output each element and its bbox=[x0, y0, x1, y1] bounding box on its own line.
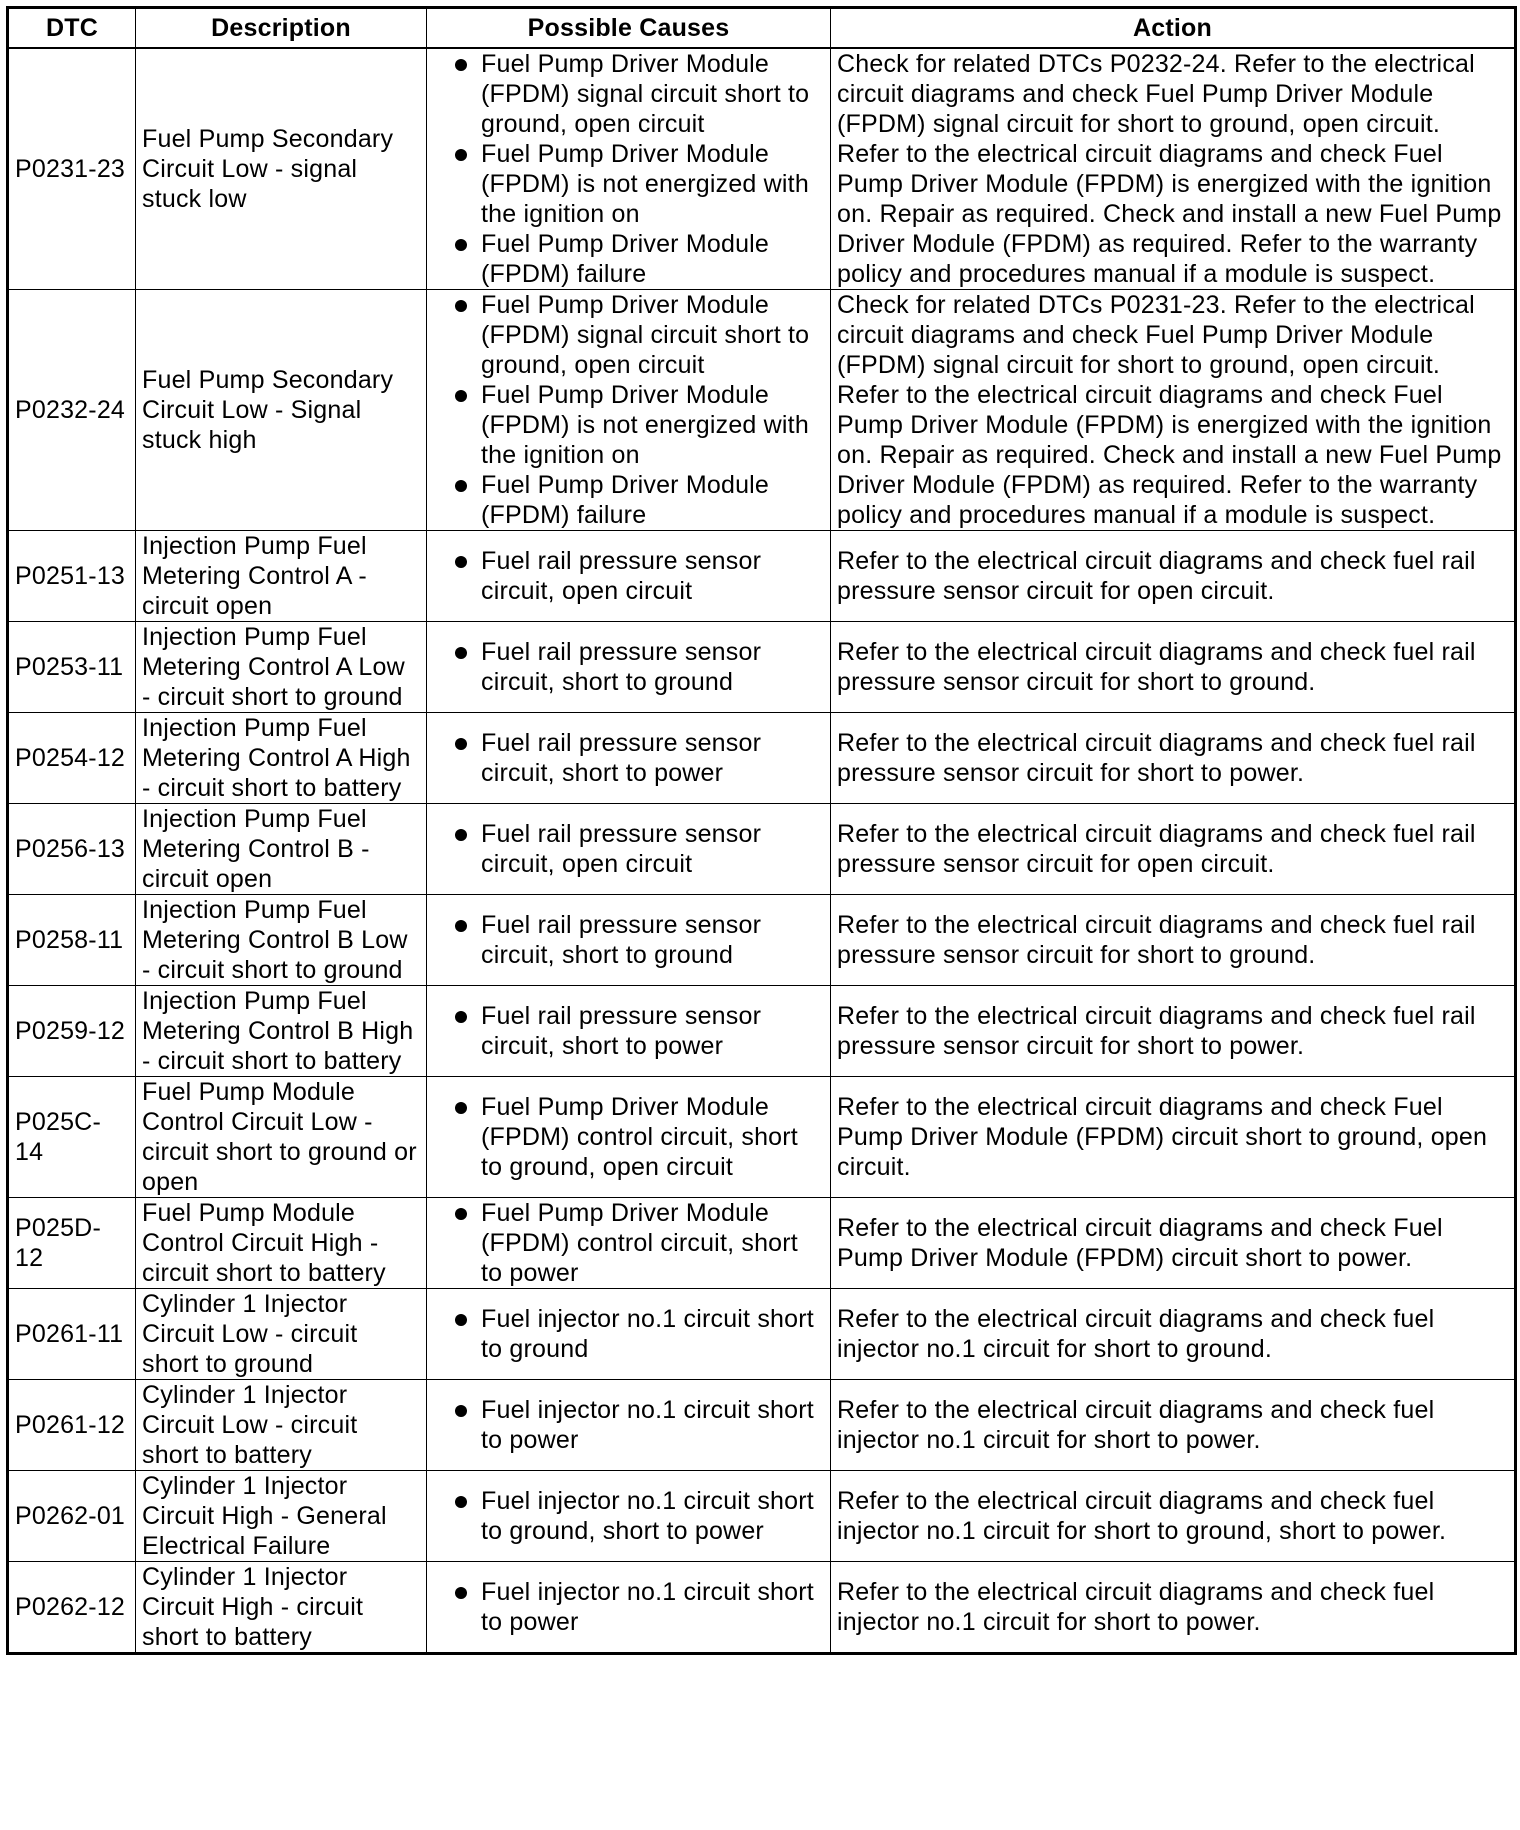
possible-causes-cell bbox=[427, 1562, 831, 1654]
possible-causes-cell bbox=[427, 986, 831, 1077]
dtc-code: P0232-24 bbox=[8, 290, 136, 531]
possible-causes-list bbox=[433, 1486, 824, 1546]
cause-item bbox=[433, 637, 824, 697]
possible-causes-cell bbox=[427, 48, 831, 290]
bullet-icon bbox=[455, 1011, 467, 1023]
header-description: Description bbox=[136, 8, 427, 49]
dtc-description: Cylinder 1 Injector Circuit High - General Electrical Failure bbox=[136, 1471, 427, 1562]
cause-item bbox=[433, 470, 824, 530]
bullet-icon bbox=[455, 390, 467, 402]
cause-text: Fuel rail pressure sensor circuit, short to power bbox=[481, 1002, 762, 1060]
bullet-icon bbox=[455, 647, 467, 659]
table-row bbox=[8, 1198, 1516, 1289]
table-row bbox=[8, 1077, 1516, 1198]
table-row bbox=[8, 986, 1516, 1077]
cause-item bbox=[433, 380, 824, 470]
cause-item bbox=[433, 1001, 824, 1061]
dtc-description: Injection Pump Fuel Metering Control A - circuit open bbox=[136, 531, 427, 622]
action-text: Refer to the electrical circuit diagrams and check Fuel Pump Driver Module (FPDM) circuit short to power. bbox=[831, 1198, 1516, 1289]
header-dtc: DTC bbox=[8, 8, 136, 49]
table-row bbox=[8, 804, 1516, 895]
possible-causes-cell bbox=[427, 1077, 831, 1198]
possible-causes-cell bbox=[427, 1198, 831, 1289]
table-row bbox=[8, 531, 1516, 622]
possible-causes-list bbox=[433, 910, 824, 970]
possible-causes-list bbox=[433, 1001, 824, 1061]
cause-item bbox=[433, 728, 824, 788]
dtc-description: Injection Pump Fuel Metering Control B High - circuit short to battery bbox=[136, 986, 427, 1077]
dtc-code: P0254-12 bbox=[8, 713, 136, 804]
action-text: Check for related DTCs P0232-24. Refer to the electrical circuit diagrams and check Fuel Pump Driver Module (FPDM) signal circuit for short to ground, open circuit. Refer to the electrical circuit diagrams and check Fuel Pump Driver Module (FPDM) is energized with the ignition on. Repair as required. Check and install a new Fuel Pump Driver Module (FPDM) as required. Refer to the warranty policy and procedures manual if a module is suspect. bbox=[831, 48, 1516, 290]
possible-causes-list bbox=[433, 1198, 824, 1288]
cause-item bbox=[433, 546, 824, 606]
cause-text: Fuel rail pressure sensor circuit, open circuit bbox=[481, 820, 762, 878]
dtc-code: P0261-11 bbox=[8, 1289, 136, 1380]
action-text: Refer to the electrical circuit diagrams and check Fuel Pump Driver Module (FPDM) circuit short to ground, open circuit. bbox=[831, 1077, 1516, 1198]
table-row bbox=[8, 1380, 1516, 1471]
dtc-table-container bbox=[6, 6, 1514, 1655]
possible-causes-list bbox=[433, 728, 824, 788]
possible-causes-cell bbox=[427, 531, 831, 622]
possible-causes-cell bbox=[427, 804, 831, 895]
cause-text: Fuel Pump Driver Module (FPDM) control circuit, short to power bbox=[481, 1199, 798, 1287]
cause-text: Fuel injector no.1 circuit short to power bbox=[481, 1578, 814, 1636]
table-row bbox=[8, 48, 1516, 290]
action-text: Check for related DTCs P0231-23. Refer to the electrical circuit diagrams and check Fuel Pump Driver Module (FPDM) signal circuit for short to ground, open circuit. Refer to the electrical circuit diagrams and check Fuel Pump Driver Module (FPDM) is energized with the ignition on. Repair as required. Check and install a new Fuel Pump Driver Module (FPDM) as required. Refer to the warranty policy and procedures manual if a module is suspect. bbox=[831, 290, 1516, 531]
table-row bbox=[8, 290, 1516, 531]
table-row bbox=[8, 713, 1516, 804]
cause-text: Fuel rail pressure sensor circuit, open circuit bbox=[481, 547, 762, 605]
dtc-code: P0251-13 bbox=[8, 531, 136, 622]
cause-item bbox=[433, 229, 824, 289]
cause-item bbox=[433, 49, 824, 139]
cause-text: Fuel Pump Driver Module (FPDM) is not energized with the ignition on bbox=[481, 381, 809, 469]
cause-item bbox=[433, 1304, 824, 1364]
possible-causes-cell bbox=[427, 290, 831, 531]
possible-causes-cell bbox=[427, 1289, 831, 1380]
cause-text: Fuel Pump Driver Module (FPDM) control circuit, short to ground, open circuit bbox=[481, 1093, 798, 1181]
bullet-icon bbox=[455, 239, 467, 251]
cause-item bbox=[433, 1092, 824, 1182]
cause-item bbox=[433, 819, 824, 879]
possible-causes-list bbox=[433, 819, 824, 879]
action-text: Refer to the electrical circuit diagrams and check fuel injector no.1 circuit for short to ground. bbox=[831, 1289, 1516, 1380]
cause-text: Fuel rail pressure sensor circuit, short to power bbox=[481, 729, 762, 787]
possible-causes-cell bbox=[427, 895, 831, 986]
dtc-description: Fuel Pump Secondary Circuit Low - signal stuck low bbox=[136, 48, 427, 290]
bullet-icon bbox=[455, 829, 467, 841]
possible-causes-cell bbox=[427, 713, 831, 804]
dtc-code: P0258-11 bbox=[8, 895, 136, 986]
action-text: Refer to the electrical circuit diagrams and check fuel injector no.1 circuit for short to power. bbox=[831, 1380, 1516, 1471]
action-text: Refer to the electrical circuit diagrams and check fuel injector no.1 circuit for short to power. bbox=[831, 1562, 1516, 1654]
possible-causes-cell bbox=[427, 1380, 831, 1471]
action-text: Refer to the electrical circuit diagrams and check fuel injector no.1 circuit for short to ground, short to power. bbox=[831, 1471, 1516, 1562]
possible-causes-cell bbox=[427, 622, 831, 713]
possible-causes-list bbox=[433, 1092, 824, 1182]
cause-item bbox=[433, 290, 824, 380]
dtc-description: Cylinder 1 Injector Circuit High - circuit short to battery bbox=[136, 1562, 427, 1654]
cause-text: Fuel injector no.1 circuit short to power bbox=[481, 1396, 814, 1454]
table-row bbox=[8, 895, 1516, 986]
action-text: Refer to the electrical circuit diagrams and check fuel rail pressure sensor circuit for open circuit. bbox=[831, 804, 1516, 895]
cause-item bbox=[433, 910, 824, 970]
bullet-icon bbox=[455, 920, 467, 932]
bullet-icon bbox=[455, 1496, 467, 1508]
table-row bbox=[8, 1289, 1516, 1380]
cause-item bbox=[433, 1198, 824, 1288]
table-row bbox=[8, 1562, 1516, 1654]
possible-causes-list bbox=[433, 1577, 824, 1637]
dtc-code: P0262-01 bbox=[8, 1471, 136, 1562]
cause-text: Fuel Pump Driver Module (FPDM) failure bbox=[481, 230, 770, 288]
bullet-icon bbox=[455, 1314, 467, 1326]
cause-text: Fuel injector no.1 circuit short to ground, short to power bbox=[481, 1487, 814, 1545]
dtc-description: Cylinder 1 Injector Circuit Low - circuit short to battery bbox=[136, 1380, 427, 1471]
dtc-description: Cylinder 1 Injector Circuit Low - circuit short to ground bbox=[136, 1289, 427, 1380]
action-text: Refer to the electrical circuit diagrams and check fuel rail pressure sensor circuit for short to power. bbox=[831, 986, 1516, 1077]
bullet-icon bbox=[455, 1587, 467, 1599]
bullet-icon bbox=[455, 738, 467, 750]
dtc-description: Fuel Pump Module Control Circuit High - circuit short to battery bbox=[136, 1198, 427, 1289]
dtc-code: P0261-12 bbox=[8, 1380, 136, 1471]
action-text: Refer to the electrical circuit diagrams and check fuel rail pressure sensor circuit for open circuit. bbox=[831, 531, 1516, 622]
dtc-code: P025D-12 bbox=[8, 1198, 136, 1289]
bullet-icon bbox=[455, 300, 467, 312]
cause-item bbox=[433, 139, 824, 229]
dtc-description: Fuel Pump Module Control Circuit Low - circuit short to ground or open bbox=[136, 1077, 427, 1198]
cause-text: Fuel Pump Driver Module (FPDM) signal circuit short to ground, open circuit bbox=[481, 291, 810, 379]
header-action: Action bbox=[831, 8, 1516, 49]
possible-causes-list bbox=[433, 546, 824, 606]
dtc-code: P0259-12 bbox=[8, 986, 136, 1077]
cause-text: Fuel Pump Driver Module (FPDM) failure bbox=[481, 471, 770, 529]
bullet-icon bbox=[455, 556, 467, 568]
dtc-code: P0262-12 bbox=[8, 1562, 136, 1654]
table-row bbox=[8, 1471, 1516, 1562]
bullet-icon bbox=[455, 480, 467, 492]
possible-causes-cell bbox=[427, 1471, 831, 1562]
dtc-description: Injection Pump Fuel Metering Control B Low - circuit short to ground bbox=[136, 895, 427, 986]
cause-item bbox=[433, 1395, 824, 1455]
dtc-description: Injection Pump Fuel Metering Control B - circuit open bbox=[136, 804, 427, 895]
cause-text: Fuel rail pressure sensor circuit, short to ground bbox=[481, 911, 762, 969]
dtc-table bbox=[6, 6, 1517, 1655]
dtc-code: P025C-14 bbox=[8, 1077, 136, 1198]
cause-text: Fuel Pump Driver Module (FPDM) signal circuit short to ground, open circuit bbox=[481, 50, 810, 138]
table-row bbox=[8, 622, 1516, 713]
bullet-icon bbox=[455, 1208, 467, 1220]
dtc-code: P0256-13 bbox=[8, 804, 136, 895]
bullet-icon bbox=[455, 59, 467, 71]
action-text: Refer to the electrical circuit diagrams and check fuel rail pressure sensor circuit for short to power. bbox=[831, 713, 1516, 804]
cause-item bbox=[433, 1577, 824, 1637]
dtc-description: Injection Pump Fuel Metering Control A Low - circuit short to ground bbox=[136, 622, 427, 713]
dtc-table-body bbox=[8, 48, 1516, 1654]
possible-causes-list bbox=[433, 637, 824, 697]
cause-item bbox=[433, 1486, 824, 1546]
possible-causes-list bbox=[433, 290, 824, 530]
possible-causes-list bbox=[433, 1395, 824, 1455]
cause-text: Fuel Pump Driver Module (FPDM) is not energized with the ignition on bbox=[481, 140, 809, 228]
possible-causes-list bbox=[433, 49, 824, 289]
dtc-code: P0231-23 bbox=[8, 48, 136, 290]
action-text: Refer to the electrical circuit diagrams and check fuel rail pressure sensor circuit for short to ground. bbox=[831, 895, 1516, 986]
dtc-code: P0253-11 bbox=[8, 622, 136, 713]
action-text: Refer to the electrical circuit diagrams and check fuel rail pressure sensor circuit for short to ground. bbox=[831, 622, 1516, 713]
cause-text: Fuel rail pressure sensor circuit, short to ground bbox=[481, 638, 762, 696]
header-row bbox=[8, 8, 1516, 49]
dtc-description: Injection Pump Fuel Metering Control A High - circuit short to battery bbox=[136, 713, 427, 804]
bullet-icon bbox=[455, 1102, 467, 1114]
bullet-icon bbox=[455, 149, 467, 161]
cause-text: Fuel injector no.1 circuit short to ground bbox=[481, 1305, 814, 1363]
header-possible-causes: Possible Causes bbox=[427, 8, 831, 49]
dtc-description: Fuel Pump Secondary Circuit Low - Signal stuck high bbox=[136, 290, 427, 531]
possible-causes-list bbox=[433, 1304, 824, 1364]
bullet-icon bbox=[455, 1405, 467, 1417]
